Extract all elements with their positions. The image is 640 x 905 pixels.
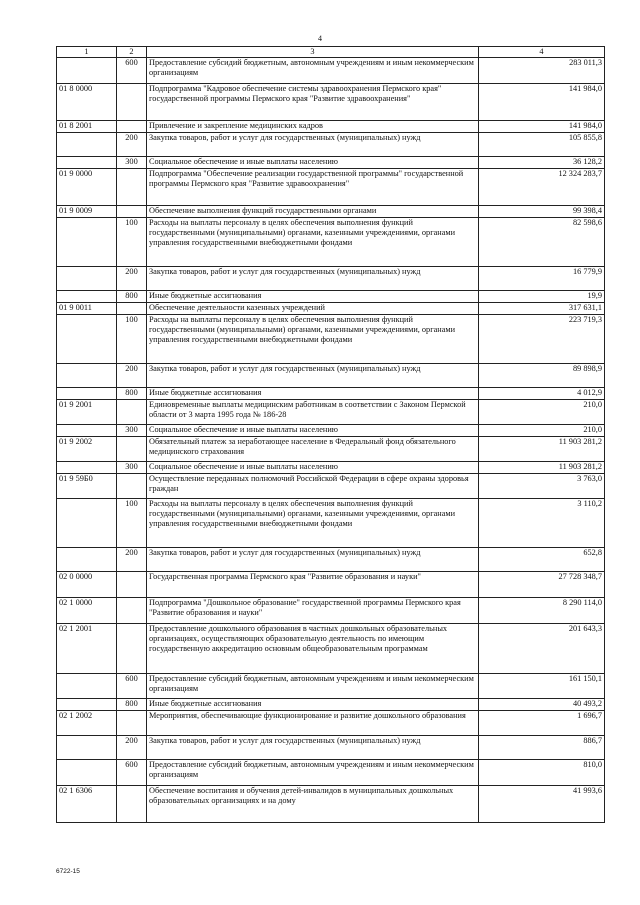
amount-cell: 283 011,3: [479, 58, 605, 84]
expense-type-cell: [117, 437, 147, 462]
expense-type-cell: 300: [117, 157, 147, 169]
amount-cell: 27 728 348,7: [479, 572, 605, 598]
table-row: [57, 786, 605, 823]
table-row: [57, 760, 605, 786]
amount-cell: 36 128,2: [479, 157, 605, 169]
classification-code-cell: 01 9 2001: [57, 400, 117, 425]
expense-type-cell: [117, 84, 147, 121]
amount-cell: 19,9: [479, 291, 605, 303]
expense-type-cell: 200: [117, 548, 147, 572]
budget-table: [56, 46, 605, 823]
table-row: [57, 133, 605, 157]
amount-cell: 317 631,1: [479, 303, 605, 315]
item-name-cell: Привлечение и закрепление медицинских кадров: [147, 121, 479, 133]
table-row: [57, 474, 605, 499]
expense-type-cell: [117, 598, 147, 624]
expense-type-cell: 200: [117, 364, 147, 388]
classification-code-cell: [57, 699, 117, 711]
item-name-cell: Закупка товаров, работ и услуг для государственных (муниципальных) нужд: [147, 364, 479, 388]
table-row: [57, 364, 605, 388]
expense-type-cell: [117, 474, 147, 499]
item-name-cell: Закупка товаров, работ и услуг для государственных (муниципальных) нужд: [147, 736, 479, 760]
amount-cell: 201 643,3: [479, 624, 605, 674]
classification-code-cell: [57, 388, 117, 400]
amount-cell: 40 493,2: [479, 699, 605, 711]
item-name-cell: Предоставление субсидий бюджетным, автономным учреждениям и иным некоммерческим организациям: [147, 674, 479, 699]
classification-code-cell: [57, 499, 117, 548]
amount-cell: 3 763,0: [479, 474, 605, 499]
classification-code-cell: [57, 133, 117, 157]
expense-type-cell: 100: [117, 499, 147, 548]
item-name-cell: Иные бюджетные ассигнования: [147, 388, 479, 400]
amount-cell: 11 903 281,2: [479, 462, 605, 474]
expense-type-cell: [117, 206, 147, 218]
item-name-cell: Социальное обеспечение и иные выплаты населению: [147, 462, 479, 474]
item-name-cell: Закупка товаров, работ и услуг для государственных (муниципальных) нужд: [147, 548, 479, 572]
table-row: [57, 462, 605, 474]
amount-cell: 12 324 283,7: [479, 169, 605, 206]
classification-code-cell: 02 1 2002: [57, 711, 117, 736]
amount-cell: 11 903 281,2: [479, 437, 605, 462]
item-name-cell: Иные бюджетные ассигнования: [147, 291, 479, 303]
expense-type-cell: 800: [117, 291, 147, 303]
table-row: [57, 598, 605, 624]
amount-cell: 810,0: [479, 760, 605, 786]
classification-code-cell: 02 1 6306: [57, 786, 117, 823]
item-name-cell: Подпрограмма "Кадровое обеспечение системы здравоохранения Пермского края" государственной программы Пермского края "Развитие здравоохранения": [147, 84, 479, 121]
item-name-cell: Обязательный платеж за неработающее население в Федеральный фонд обязательного медицинского страхования: [147, 437, 479, 462]
classification-code-cell: [57, 58, 117, 84]
table-row: [57, 157, 605, 169]
item-name-cell: Обеспечение выполнения функций государственными органами: [147, 206, 479, 218]
expense-type-cell: [117, 400, 147, 425]
table-row: [57, 315, 605, 364]
footer-code: 6722-15: [56, 868, 80, 875]
header-col-2: 2: [117, 47, 147, 58]
classification-code-cell: 02 1 0000: [57, 598, 117, 624]
table-row: [57, 169, 605, 206]
header-row: [57, 47, 605, 58]
classification-code-cell: 02 0 0000: [57, 572, 117, 598]
table-row: [57, 267, 605, 291]
expense-type-cell: [117, 572, 147, 598]
table-row: [57, 303, 605, 315]
table-row: [57, 548, 605, 572]
expense-type-cell: 200: [117, 736, 147, 760]
header-col-3: 3: [147, 47, 479, 58]
table-row: [57, 291, 605, 303]
item-name-cell: Обеспечение воспитания и обучения детей-инвалидов в муниципальных дошкольных образовательных организациях и на дому: [147, 786, 479, 823]
expense-type-cell: 600: [117, 674, 147, 699]
amount-cell: 82 598,6: [479, 218, 605, 267]
amount-cell: 141 984,0: [479, 84, 605, 121]
classification-code-cell: 01 8 2001: [57, 121, 117, 133]
classification-code-cell: [57, 548, 117, 572]
amount-cell: 141 984,0: [479, 121, 605, 133]
expense-type-cell: 600: [117, 760, 147, 786]
table-row: [57, 572, 605, 598]
classification-code-cell: [57, 364, 117, 388]
amount-cell: 99 398,4: [479, 206, 605, 218]
expense-type-cell: 200: [117, 133, 147, 157]
amount-cell: 210,0: [479, 400, 605, 425]
table-row: [57, 711, 605, 736]
table-row: [57, 121, 605, 133]
item-name-cell: Предоставление субсидий бюджетным, автономным учреждениям и иным некоммерческим организациям: [147, 760, 479, 786]
page-number: 4: [318, 34, 322, 43]
item-name-cell: Обеспечение деятельности казенных учреждений: [147, 303, 479, 315]
amount-cell: 161 150,1: [479, 674, 605, 699]
table-row: [57, 674, 605, 699]
classification-code-cell: [57, 157, 117, 169]
table-row: [57, 425, 605, 437]
classification-code-cell: 01 9 0000: [57, 169, 117, 206]
classification-code-cell: [57, 462, 117, 474]
classification-code-cell: [57, 291, 117, 303]
amount-cell: 1 696,7: [479, 711, 605, 736]
amount-cell: 4 012,9: [479, 388, 605, 400]
expense-type-cell: [117, 786, 147, 823]
amount-cell: 652,8: [479, 548, 605, 572]
amount-cell: 105 855,8: [479, 133, 605, 157]
table-row: [57, 437, 605, 462]
table-row: [57, 624, 605, 674]
item-name-cell: Закупка товаров, работ и услуг для государственных (муниципальных) нужд: [147, 133, 479, 157]
classification-code-cell: 02 1 2001: [57, 624, 117, 674]
expense-type-cell: 100: [117, 218, 147, 267]
table-row: [57, 58, 605, 84]
expense-type-cell: 100: [117, 315, 147, 364]
amount-cell: 41 993,6: [479, 786, 605, 823]
item-name-cell: Предоставление субсидий бюджетным, автономным учреждениям и иным некоммерческим организациям: [147, 58, 479, 84]
header-col-4: 4: [479, 47, 605, 58]
table-row: [57, 388, 605, 400]
expense-type-cell: [117, 624, 147, 674]
classification-code-cell: [57, 425, 117, 437]
item-name-cell: Предоставление дошкольного образования в частных дошкольных образовательных организациях, осуществляющих образовательную деятельность по имеющим государственную аккредитацию основным общеобразовательным программам: [147, 624, 479, 674]
header-col-1: 1: [57, 47, 117, 58]
expense-type-cell: [117, 121, 147, 133]
classification-code-cell: 01 8 0000: [57, 84, 117, 121]
classification-code-cell: 01 9 0009: [57, 206, 117, 218]
item-name-cell: Подпрограмма "Дошкольное образование" государственной программы Пермского края "Развитие образования и науки": [147, 598, 479, 624]
expense-type-cell: [117, 303, 147, 315]
classification-code-cell: 01 9 0011: [57, 303, 117, 315]
item-name-cell: Расходы на выплаты персоналу в целях обеспечения выполнения функций государственными (муниципальными) органами, казенными учреждениями, органами управления государственными внебюджетными фондами: [147, 315, 479, 364]
amount-cell: 210,0: [479, 425, 605, 437]
item-name-cell: Социальное обеспечение и иные выплаты населению: [147, 157, 479, 169]
classification-code-cell: 01 9 59Б0: [57, 474, 117, 499]
classification-code-cell: [57, 674, 117, 699]
item-name-cell: Мероприятия, обеспечивающие функционирование и развитие дошкольного образования: [147, 711, 479, 736]
classification-code-cell: [57, 218, 117, 267]
expense-type-cell: 600: [117, 58, 147, 84]
item-name-cell: Социальное обеспечение и иные выплаты населению: [147, 425, 479, 437]
classification-code-cell: 01 9 2002: [57, 437, 117, 462]
item-name-cell: Единовременные выплаты медицинским работникам в соответствии с Законом Пермской области от 3 марта 1995 года № 186-28: [147, 400, 479, 425]
table-row: [57, 499, 605, 548]
item-name-cell: Расходы на выплаты персоналу в целях обеспечения выполнения функций государственными (муниципальными) органами, казенными учреждениями, органами управления государственными внебюджетными фондами: [147, 218, 479, 267]
table-row: [57, 699, 605, 711]
item-name-cell: Государственная программа Пермского края "Развитие образования и науки": [147, 572, 479, 598]
classification-code-cell: [57, 267, 117, 291]
item-name-cell: Расходы на выплаты персоналу в целях обеспечения выполнения функций государственными (муниципальными) органами, казенными учреждениями, органами управления государственными внебюджетными фондами: [147, 499, 479, 548]
item-name-cell: Иные бюджетные ассигнования: [147, 699, 479, 711]
item-name-cell: Закупка товаров, работ и услуг для государственных (муниципальных) нужд: [147, 267, 479, 291]
expense-type-cell: 800: [117, 388, 147, 400]
expense-type-cell: [117, 711, 147, 736]
expense-type-cell: 200: [117, 267, 147, 291]
classification-code-cell: [57, 736, 117, 760]
amount-cell: 3 110,2: [479, 499, 605, 548]
expense-type-cell: 800: [117, 699, 147, 711]
item-name-cell: Подпрограмма "Обеспечение реализации государственной программы" государственной программы Пермского края "Развитие здравоохранения": [147, 169, 479, 206]
classification-code-cell: [57, 760, 117, 786]
expense-type-cell: 300: [117, 425, 147, 437]
table-row: [57, 736, 605, 760]
table-row: [57, 400, 605, 425]
amount-cell: 8 290 114,0: [479, 598, 605, 624]
classification-code-cell: [57, 315, 117, 364]
amount-cell: 89 898,9: [479, 364, 605, 388]
expense-type-cell: 300: [117, 462, 147, 474]
table-body: [57, 58, 605, 823]
amount-cell: 223 719,3: [479, 315, 605, 364]
table-row: [57, 206, 605, 218]
amount-cell: 886,7: [479, 736, 605, 760]
item-name-cell: Осуществление переданных полномочий Российской Федерации в сфере охраны здоровья граждан: [147, 474, 479, 499]
amount-cell: 16 779,9: [479, 267, 605, 291]
table-row: [57, 218, 605, 267]
expense-type-cell: [117, 169, 147, 206]
table-row: [57, 84, 605, 121]
